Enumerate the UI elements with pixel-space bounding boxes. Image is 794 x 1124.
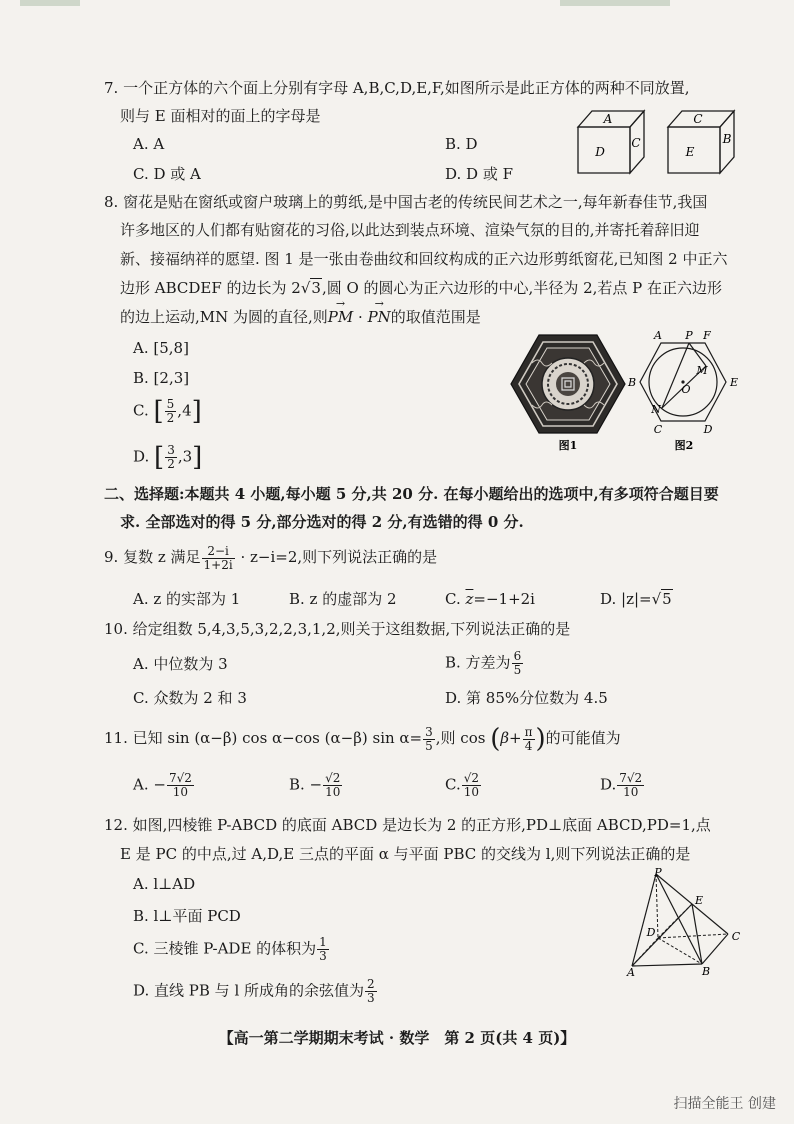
q7-option-b: B. D <box>445 135 478 153</box>
q8-option-d <box>133 444 202 471</box>
fraction <box>317 936 329 963</box>
inner-expr: β+ <box>500 729 522 747</box>
option-label: A. − <box>133 775 166 794</box>
q8-stem-line5 <box>120 303 481 331</box>
q12-option-d <box>133 978 378 1005</box>
fraction <box>423 726 435 753</box>
vertex-a: A <box>627 966 635 978</box>
fraction <box>202 545 235 572</box>
denominator: 1+2i <box>203 557 233 572</box>
denominator: 3 <box>367 991 375 1005</box>
q10-option-c: C. 众数为 2 和 3 <box>133 689 247 707</box>
fraction <box>462 772 481 799</box>
scanner-watermark: 扫描全能王 创建 <box>673 1096 776 1112</box>
q8-stem-line1: 8. 窗花是贴在窗纸或窗户玻璃上的剪纸,是中国古老的传统民间艺术之一,每年新春佳节,我国 <box>104 193 708 211</box>
hex-vertex-f: F <box>703 330 711 342</box>
scan-edge-mark <box>20 0 80 6</box>
left-paren: ( <box>490 724 501 754</box>
right-paren: ) <box>535 724 546 754</box>
q8-figure2-hexagon <box>622 330 746 456</box>
section2-header-line1: 二、选择题:本题共 4 小题,每小题 5 分,共 20 分. 在每小题给出的选项中,有多项符合题目要 <box>104 485 719 503</box>
q8-line4-start: 边形 ABCDEF 的边长为 2 <box>120 279 301 297</box>
denominator: 2 <box>166 411 175 425</box>
hex-vertex-d: D <box>703 423 713 436</box>
q9-stem-start: 9. 复数 z 满足 <box>104 548 201 566</box>
q7-option-a: A. A <box>133 135 165 153</box>
q8-line5-end: 的取值范围是 <box>390 308 481 326</box>
q8-figure1-paper-cut <box>510 333 626 455</box>
option-label: C. 三棱锥 P-ADE 的体积为 <box>133 939 317 958</box>
q8-line4-end: ,圆 O 的圆心为正六边形的中心,半径为 2,若点 P 在正六边形 <box>321 279 723 297</box>
fraction <box>165 444 177 471</box>
q11-stem-mid: ,则 cos <box>435 729 491 747</box>
numerator: 3 <box>425 724 433 739</box>
point-n: N <box>651 403 661 416</box>
fraction <box>165 398 177 425</box>
option-label: B. − <box>289 775 323 794</box>
q9-stem <box>104 543 437 572</box>
option-label: C. <box>445 590 466 608</box>
q11-option-a <box>133 772 195 799</box>
denominator: 4 <box>524 738 533 753</box>
q8-sqrt-value: 3 <box>311 279 321 297</box>
q9-option-d <box>600 587 673 611</box>
circle-center-o: O <box>681 383 691 396</box>
scan-edge-mark <box>560 0 670 6</box>
option-label: C. <box>445 775 461 794</box>
q12-stem-line2: E 是 PC 的中点,过 A,D,E 三点的平面 α 与平面 PBC 的交线为 l,则下列说法正确的是 <box>120 845 691 863</box>
fraction <box>523 726 535 753</box>
right-bracket: ] <box>192 442 203 473</box>
sqrt-sign: √ <box>651 590 662 608</box>
q9-option-a: A. z 的实部为 1 <box>133 590 241 608</box>
page-footer: 【高一第二学期期末考试 · 数学 第 2 页(共 4 页)】 <box>218 1029 576 1047</box>
q9-option-b: B. z 的虚部为 2 <box>289 590 397 608</box>
q7-stem-line2: 则与 E 面相对的面上的字母是 <box>120 107 321 125</box>
numerator: √2 <box>325 771 341 785</box>
q7-cubes-figure <box>572 103 748 177</box>
q11-option-b <box>289 772 343 799</box>
q10-option-d: D. 第 85%分位数为 4.5 <box>445 689 608 707</box>
q8-option-b: B. [2,3] <box>133 369 190 387</box>
vertex-e: E <box>694 894 704 907</box>
q8-stem-line2: 许多地区的人们都有贴窗花的习俗,以此达到装点环境、渲染气氛的目的,并寄托着辞旧迎 <box>120 221 700 239</box>
vertex-d: D <box>646 926 656 939</box>
q8-stem-line4 <box>120 274 722 302</box>
q10-stem: 10. 给定组数 5,4,3,5,3,2,2,3,1,2,则关于这组数据,下列说法正确的是 <box>104 620 571 638</box>
vertex-c: C <box>731 930 741 943</box>
denominator: 2 <box>167 457 175 471</box>
numerator: 3 <box>167 443 175 457</box>
figure2-caption: 图2 <box>674 439 694 452</box>
numerator: 7√2 <box>619 771 643 785</box>
q8-option-a: A. [5,8] <box>133 339 189 357</box>
numerator: 2−i <box>202 545 235 559</box>
numerator: 1 <box>319 935 327 949</box>
vertex-p: P <box>654 866 662 879</box>
q8-line5-start: 的边上运动,MN 为圆的直径,则 <box>120 308 328 326</box>
q11-stem-end: 的可能值为 <box>545 729 621 747</box>
hex-vertex-b: B <box>627 376 637 389</box>
fraction <box>365 978 377 1005</box>
q11-stem-start: 11. 已知 sin (α−β) cos α−cos (α−β) sin α= <box>104 729 423 747</box>
cube2-top-label: C <box>693 112 703 126</box>
q12-pyramid-figure <box>622 866 752 978</box>
q8-sqrt-sign: √ <box>300 279 311 297</box>
q12-option-b: B. l⊥平面 PCD <box>133 907 241 925</box>
q10-option-b <box>445 650 524 677</box>
option-label: D. <box>600 775 617 794</box>
q9-option-c <box>445 587 535 611</box>
q7-option-d: D. D 或 F <box>445 165 513 183</box>
option-label: D. <box>133 447 150 466</box>
hex-vertex-c: C <box>653 423 663 436</box>
option-label: B. 方差为 <box>445 653 511 672</box>
denominator: 5 <box>513 663 522 677</box>
option-rest: ,4 <box>177 401 192 420</box>
conjugate-z: $\overline{z}$ <box>465 590 474 608</box>
cube1-front-label: D <box>595 145 605 159</box>
vector-pn: → PN <box>368 303 391 331</box>
point-m: M <box>696 364 708 377</box>
vertex-b: B <box>701 965 711 978</box>
q12-option-a: A. l⊥AD <box>133 875 196 893</box>
vector-pm: → PM <box>328 303 353 331</box>
figure1-caption: 图1 <box>558 439 578 452</box>
sqrt-value: 5 <box>662 590 672 608</box>
option-label: D. |z|= <box>600 590 652 608</box>
denominator: 10 <box>172 785 189 799</box>
left-bracket: [ <box>153 396 164 427</box>
denominator: 3 <box>319 949 327 963</box>
q11-option-d <box>600 772 645 799</box>
q12-stem-line1: 12. 如图,四棱锥 P-ABCD 的底面 ABCD 是边长为 2 的正方形,PD⊥底面 ABCD,PD=1,点 <box>104 816 711 834</box>
numerator: 6 <box>513 649 522 663</box>
q8-stem-line3: 新、接福纳祥的愿望. 图 1 是一张由卷曲纹和回纹构成的正六边形剪纸窗花,已知图 2 中正六 <box>120 250 728 268</box>
denominator: 5 <box>425 738 433 753</box>
numerator: 5 <box>166 397 175 411</box>
denominator: 10 <box>623 785 639 799</box>
section2-header-line2: 求. 全部选对的得 5 分,部分选对的得 2 分,有选错的得 0 分. <box>120 513 524 531</box>
option-rest: =−1+2i <box>473 590 535 608</box>
q10-option-a: A. 中位数为 3 <box>133 655 228 673</box>
cube1-top-label: A <box>603 112 613 126</box>
option-label: C. <box>133 401 149 420</box>
fraction <box>323 772 342 799</box>
option-rest: ,3 <box>177 447 193 466</box>
q11-option-c <box>445 772 482 799</box>
denominator: 10 <box>463 785 479 799</box>
cube1-right-label: C <box>631 136 641 150</box>
hex-vertex-a: A <box>654 330 662 342</box>
fraction <box>512 650 524 677</box>
numerator: √2 <box>463 771 479 785</box>
hex-vertex-e: E <box>729 376 739 389</box>
left-bracket: [ <box>154 442 165 473</box>
fraction <box>167 772 194 799</box>
q9-stem-end: · z−i=2,则下列说法正确的是 <box>235 548 438 566</box>
q12-option-c <box>133 936 330 963</box>
numerator: π <box>524 724 533 739</box>
denominator: 10 <box>325 785 341 799</box>
cube2-front-label: E <box>685 145 695 159</box>
right-bracket: ] <box>191 396 202 427</box>
point-p: P <box>685 330 693 342</box>
option-label: D. 直线 PB 与 l 所成角的余弦值为 <box>133 981 365 1000</box>
q8-option-c <box>133 398 202 425</box>
q11-stem <box>104 724 621 753</box>
numerator: 7√2 <box>168 771 192 785</box>
numerator: 2 <box>367 977 375 991</box>
q7-stem-line1: 7. 一个正方体的六个面上分别有字母 A,B,C,D,E,F,如图所示是此正方体的两种不同放置, <box>104 79 690 97</box>
fraction <box>617 772 644 799</box>
q7-option-c: C. D 或 A <box>133 165 201 183</box>
cube2-right-label: B <box>722 132 732 146</box>
dot-operator: · <box>353 308 368 326</box>
